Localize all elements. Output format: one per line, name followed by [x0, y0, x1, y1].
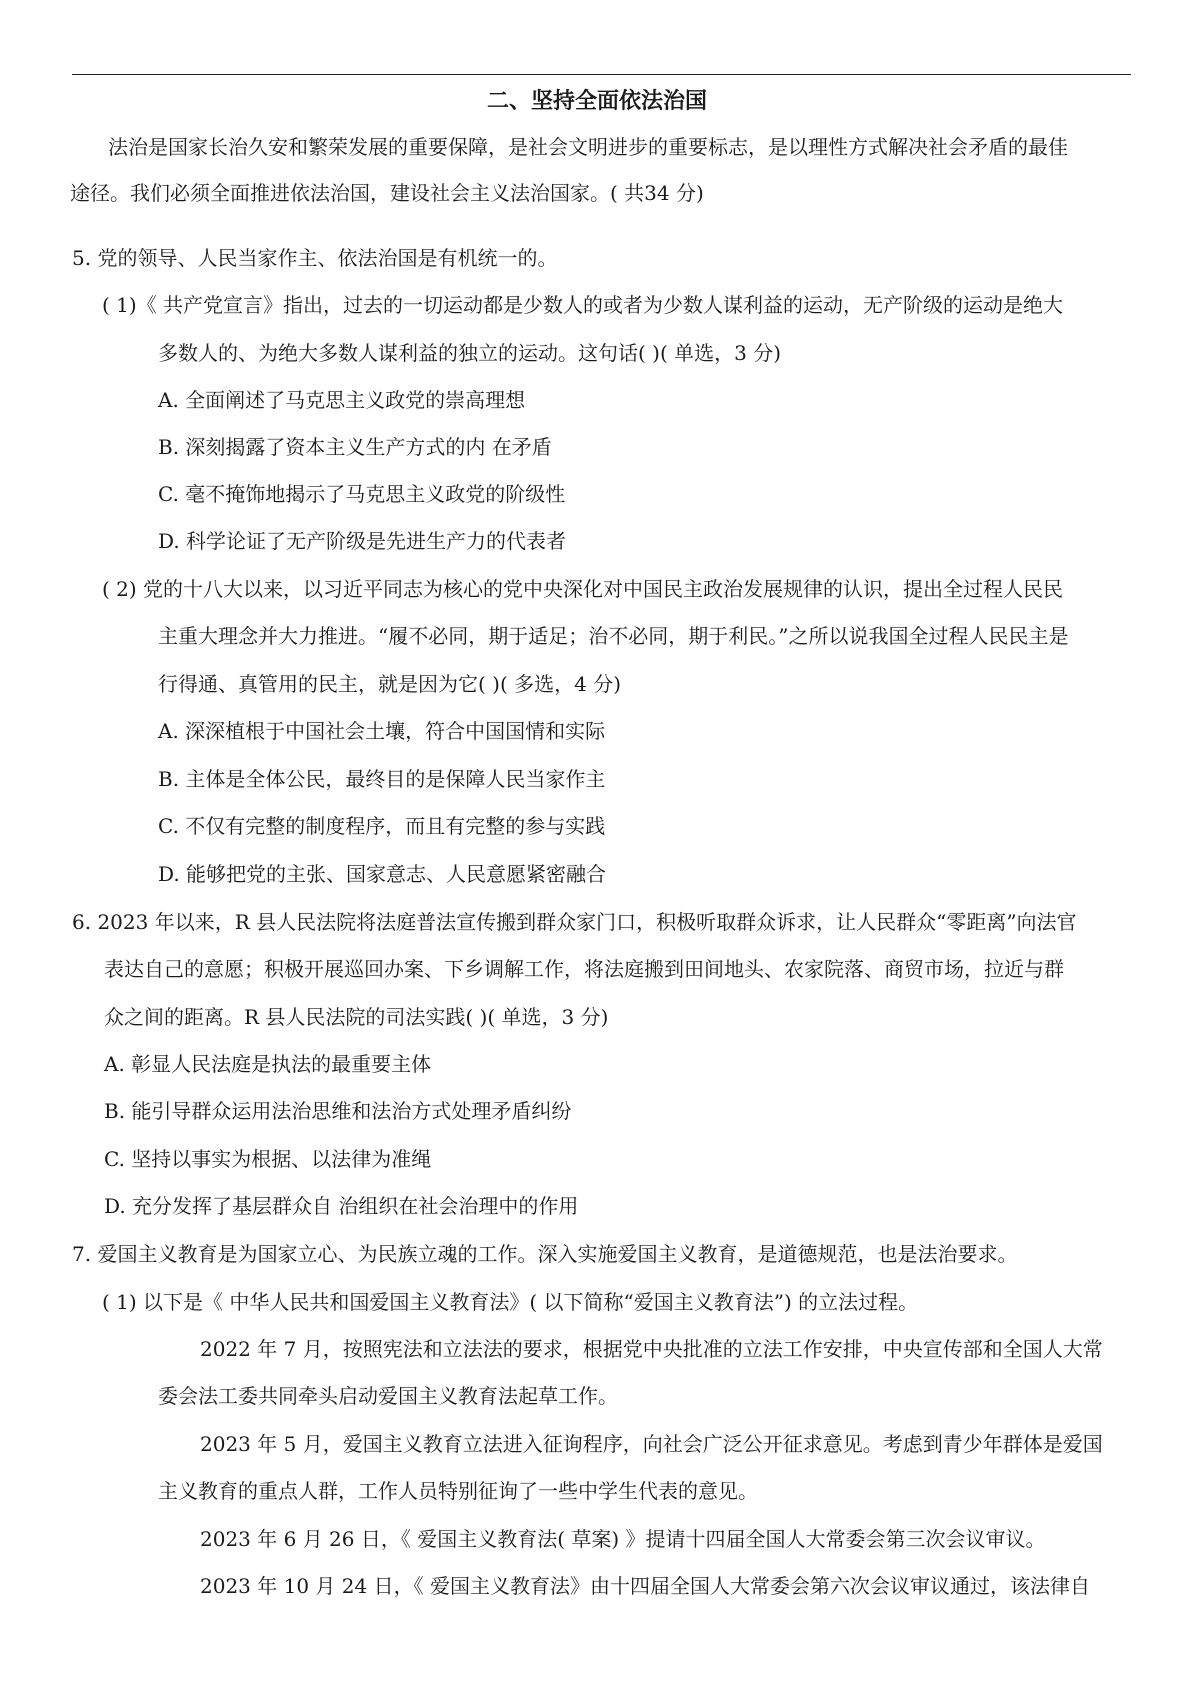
- question-5-2-line-1: ( 2) 党的十八大以来，以习近平同志为核心的党中央深化对中国民主政治发展规律的认识，提出全过程人民民: [102, 577, 1064, 601]
- question-5-1-line-1: ( 1)《 共产党宣言》指出，过去的一切运动都是少数人的或者为少数人谋利益的运动，无产阶级的运动是绝大: [102, 293, 1064, 317]
- question-5-1-option-a: A. 全面阐述了马克思主义政党的崇高理想: [158, 388, 526, 412]
- question-6-option-c: C. 坚持以事实为根据、以法律为准绳: [104, 1147, 432, 1171]
- question-5-stem: 5. 党的领导、人民当家作主、依法治国是有机统一的。: [72, 246, 558, 270]
- question-6-option-b: B. 能引导群众运用法治思维和法治方式处理矛盾纠纷: [104, 1099, 572, 1123]
- question-5-2-option-d: D. 能够把党的主张、国家意志、人民意愿紧密融合: [158, 862, 607, 886]
- question-7-stem: 7. 爱国主义教育是为国家立心、为民族立魂的工作。深入实施爱国主义教育，是道德规范，也是法治要求。: [72, 1242, 1018, 1266]
- question-5-2-option-c: C. 不仅有完整的制度程序，而且有完整的参与实践: [158, 814, 606, 838]
- timeline-line-4: 主义教育的重点人群，工作人员特别征询了一些中学生代表的意见。: [158, 1479, 758, 1503]
- timeline-line-3: 2023 年 5 月，爱国主义教育立法进入征询程序，向社会广泛公开征求意见。考虑到青少年群体是爱国: [200, 1432, 1103, 1456]
- question-7-1-intro: ( 1) 以下是《 中华人民共和国爱国主义教育法》( 以下简称“爱国主义教育法”) 的立法过程。: [102, 1290, 919, 1314]
- question-5-1-option-c: C. 毫不掩饰地揭示了马克思主义政党的阶级性: [158, 482, 566, 506]
- question-5-1-option-d: D. 科学论证了无产阶级是先进生产力的代表者: [158, 529, 567, 553]
- section-intro-line-2: 途径。我们必须全面推进依法治国，建设社会主义法治国家。( 共34 分): [70, 181, 704, 205]
- section-intro-line-1: 法治是国家长治久安和繁荣发展的重要保障，是社会文明进步的重要标志，是以理性方式解决社会矛盾的最佳: [108, 135, 1068, 159]
- question-6-option-d: D. 充分发挥了基层群众自 治组织在社会治理中的作用: [104, 1194, 579, 1218]
- timeline-line-1: 2022 年 7 月，按照宪法和立法法的要求，根据党中央批准的立法工作安排，中央宣传部和全国人大常: [200, 1337, 1103, 1361]
- header-rule: [72, 74, 1131, 75]
- question-6-line-3: 众之间的距离。R 县人民法院的司法实践( )( 单选，3 分): [104, 1005, 609, 1029]
- timeline-line-2: 委会法工委共同牵头启动爱国主义教育法起草工作。: [158, 1384, 618, 1408]
- question-5-2-option-b: B. 主体是全体公民，最终目的是保障人民当家作主: [158, 767, 606, 791]
- question-5-1-line-2: 多数人的、为绝大多数人谋利益的独立的运动。这句话( )( 单选，3 分): [158, 341, 782, 365]
- timeline-line-5: 2023 年 6 月 26 日，《 爱国主义教育法( 草案) 》提请十四届全国人大常委会第三次会议审议。: [200, 1527, 1046, 1551]
- question-6-line-1: 6. 2023 年以来，R 县人民法院将法庭普法宣传搬到群众家门口，积极听取群众诉求，让人民群众“零距离”向法官: [72, 910, 1077, 934]
- question-5-2-line-3: 行得通、真管用的民主，就是因为它( )( 多选，4 分): [158, 672, 622, 696]
- question-6-line-2: 表达自己的意愿；积极开展巡回办案、下乡调解工作，将法庭搬到田间地头、农家院落、商贸市场，拉近与群: [104, 957, 1064, 981]
- question-5-1-option-b: B. 深刻揭露了资本主义生产方式的内 在矛盾: [158, 435, 552, 459]
- section-title: 二、坚持全面依法治国: [487, 89, 708, 114]
- timeline-line-6: 2023 年 10 月 24 日，《 爱国主义教育法》由十四届全国人大常委会第六次会议审议通过，该法律自: [200, 1574, 1090, 1598]
- question-6-option-a: A. 彰显人民法庭是执法的最重要主体: [104, 1052, 432, 1076]
- question-5-2-line-2: 主重大理念并大力推进。“履不必同，期于适足；治不必同，期于利民。”之所以说我国全过程人民民主是: [158, 624, 1069, 648]
- question-5-2-option-a: A. 深深植根于中国社会土壤，符合中国国情和实际: [158, 719, 606, 743]
